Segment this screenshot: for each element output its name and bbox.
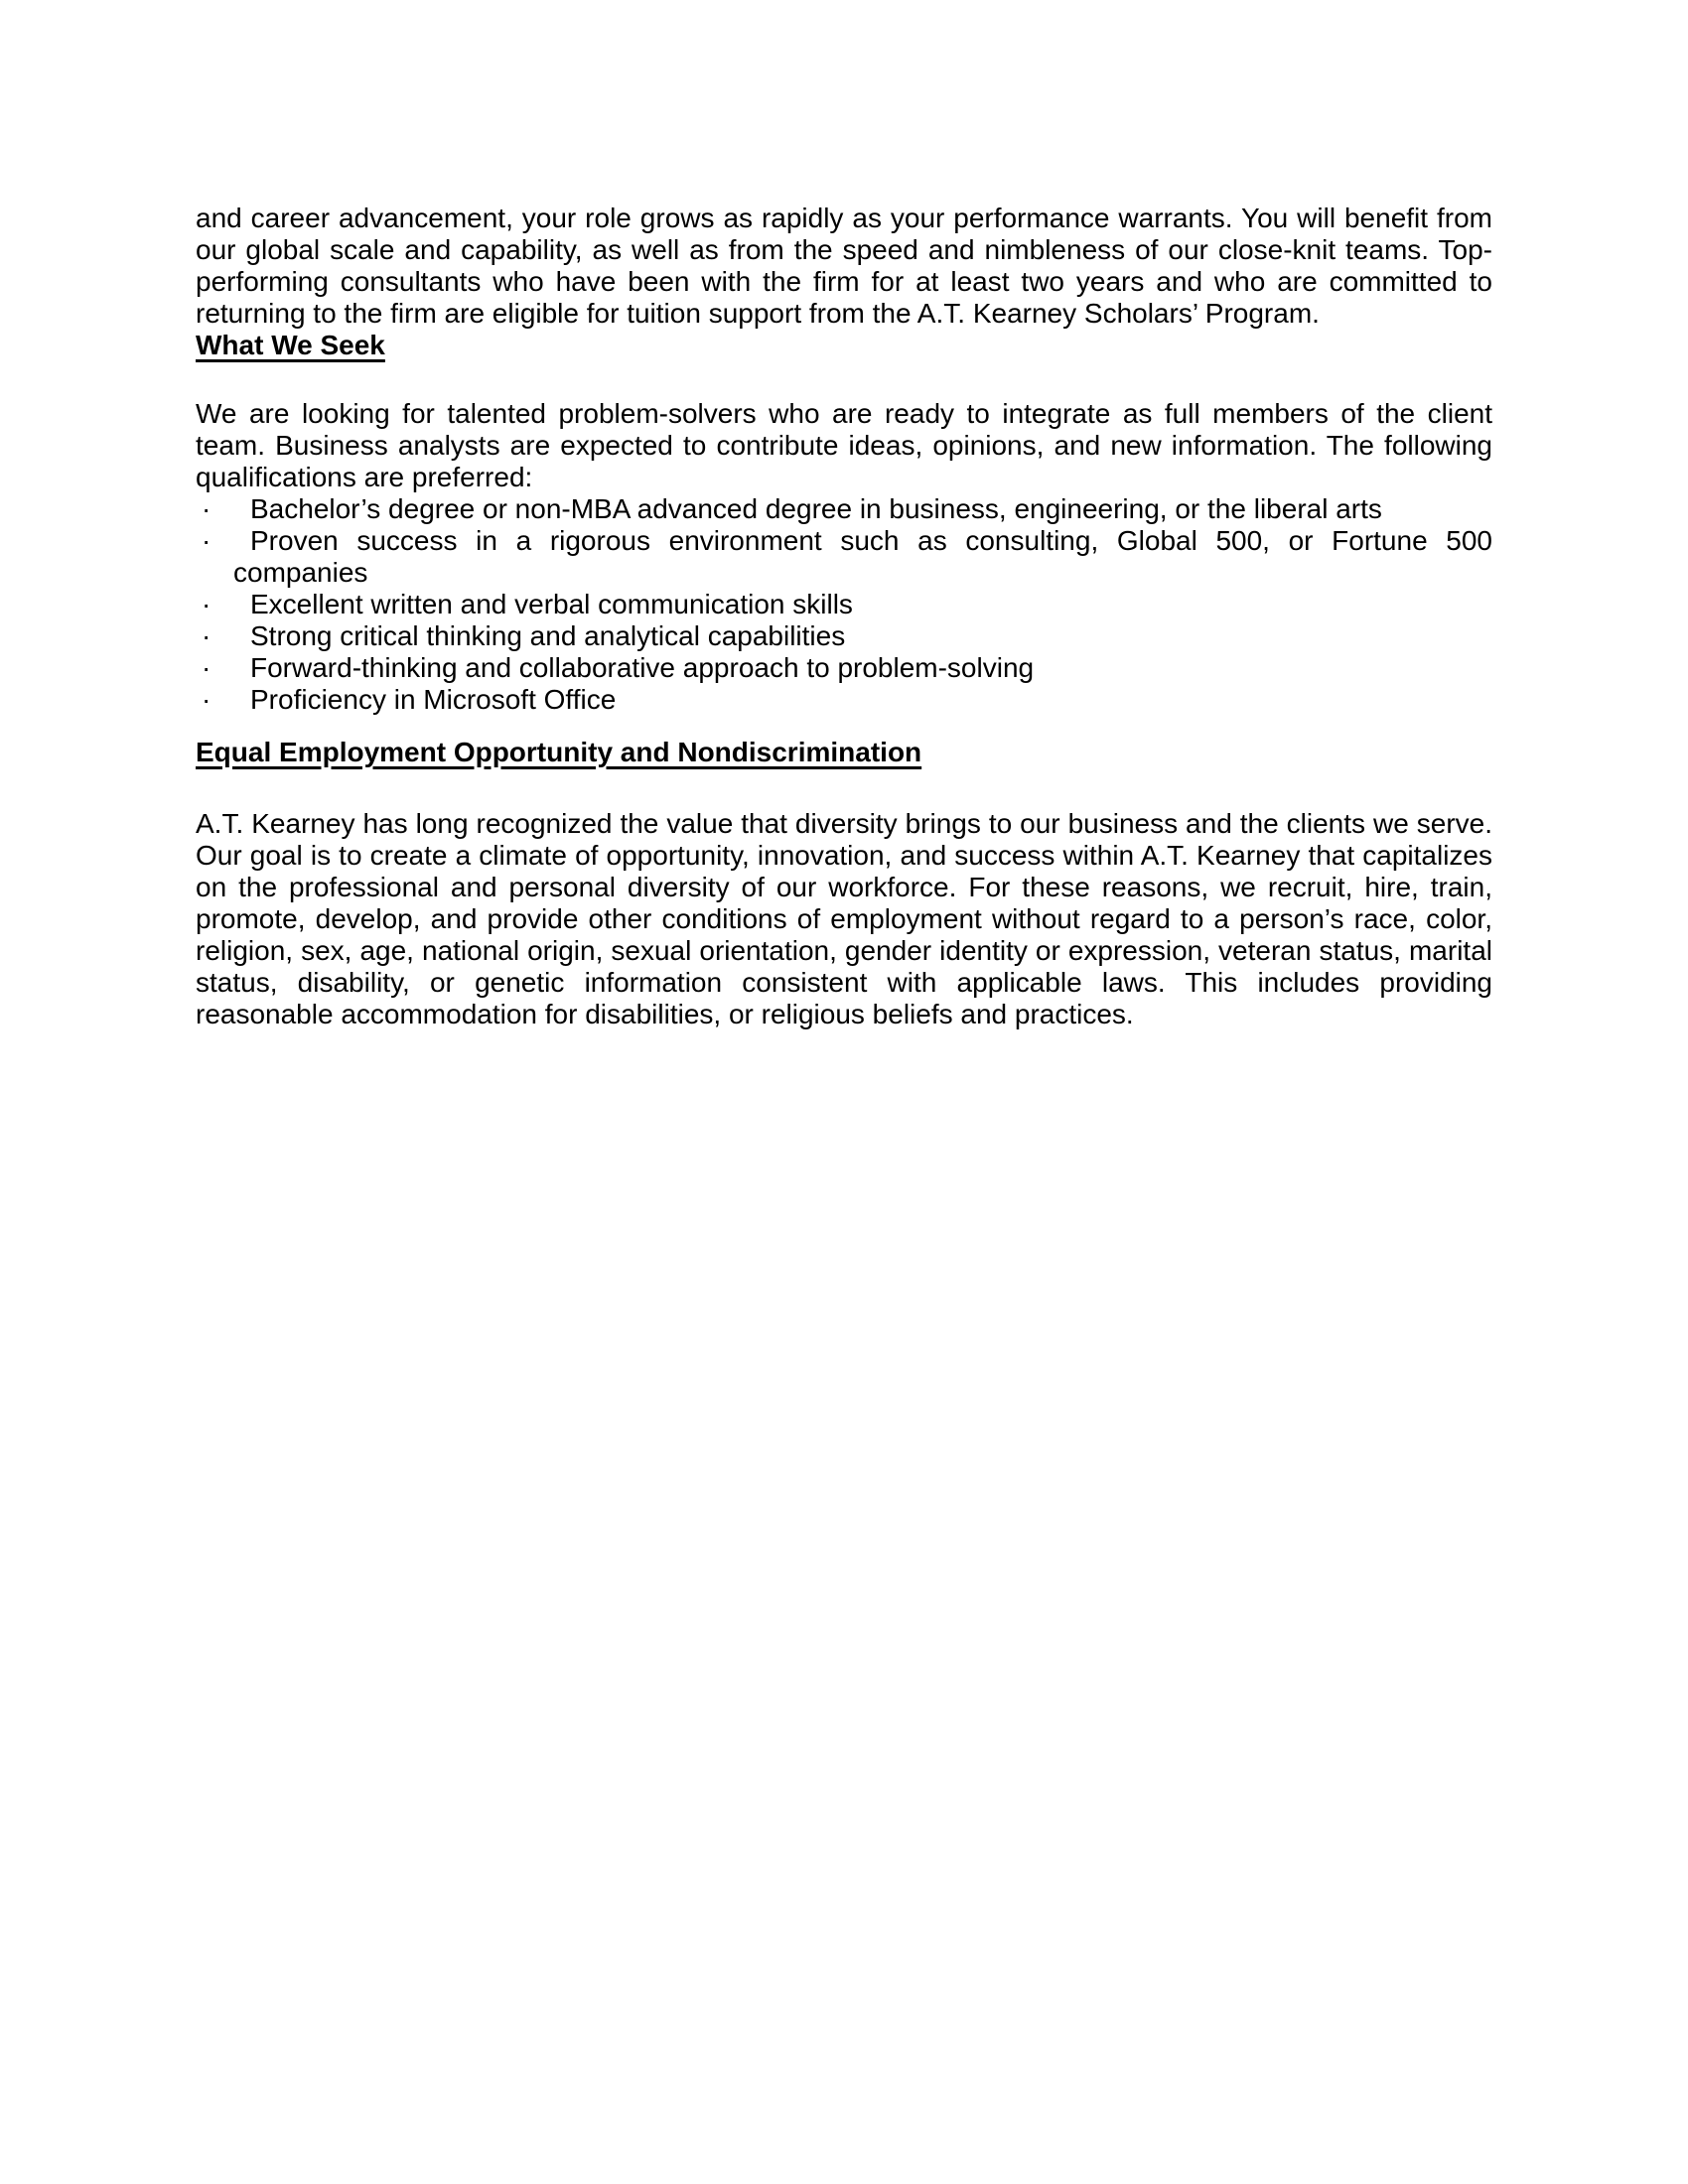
intro-paragraph: and career advancement, your role grows as rapidly as your performance warrants. You will benefit from our global scale and capability, as well as from the speed and nimbleness of our close-knit teams. Top-performing consultants who have been with the firm for at least two years and who are committed to returning to the firm are eligible for tuition support from the A.T. Kearney Scholars’ Program. bbox=[196, 203, 1492, 329]
list-item-text: Bachelor’s degree or non-MBA advanced degree in business, engineering, or the liberal arts bbox=[250, 493, 1382, 524]
eeo-paragraph: A.T. Kearney has long recognized the value that diversity brings to our business and the clients we serve. Our goal is to create a climate of opportunity, innovation, and success within A.T. Kearney that capitalizes on the professional and personal diversity of our workforce. For these reasons, we recruit, hire, train, promote, develop, and provide other conditions of employment without regard to a person’s race, color, religion, sex, age, national origin, sexual orientation, gender identity or expression, veteran status, marital status, disability, or genetic information consistent with applicable laws. This includes providing reasonable accommodation for disabilities, or religious beliefs and practices. bbox=[196, 808, 1492, 1029]
what-we-seek-paragraph: We are looking for talented problem-solvers who are ready to integrate as full members of the client team. Business analysts are expected to contribute ideas, opinions, and new information. The following qualifications are preferred: bbox=[196, 398, 1492, 492]
list-item bbox=[196, 652, 1492, 684]
bullet-icon: · bbox=[202, 589, 211, 619]
list-item bbox=[196, 620, 1492, 652]
list-item bbox=[196, 684, 1492, 716]
bullet-icon: · bbox=[202, 525, 211, 556]
bullet-icon: · bbox=[202, 684, 211, 715]
section-heading-eeo bbox=[196, 737, 1492, 768]
list-item-text: Excellent written and verbal communication skills bbox=[250, 589, 853, 619]
bullet-icon: · bbox=[202, 652, 211, 683]
document-body bbox=[196, 203, 1492, 1030]
qualifications-list bbox=[196, 493, 1492, 716]
list-item-text: Proficiency in Microsoft Office bbox=[250, 684, 617, 715]
list-item bbox=[196, 525, 1492, 589]
list-item-text: Forward-thinking and collaborative approach to problem-solving bbox=[250, 652, 1035, 683]
list-item-text: Strong critical thinking and analytical capabilities bbox=[250, 620, 846, 651]
list-item bbox=[196, 493, 1492, 525]
section-heading-eeo-text: Equal Employment Opportunity and Nondiscrimination bbox=[196, 737, 922, 767]
bullet-icon: · bbox=[202, 620, 211, 651]
section-heading-what-we-seek-text: What We Seek bbox=[196, 330, 385, 360]
section-heading-what-we-seek bbox=[196, 330, 1492, 361]
bullet-icon: · bbox=[202, 493, 211, 524]
list-item-text: Proven success in a rigorous environment such as consulting, Global 500, or Fortune 500 companies bbox=[233, 525, 1492, 588]
list-item bbox=[196, 589, 1492, 620]
